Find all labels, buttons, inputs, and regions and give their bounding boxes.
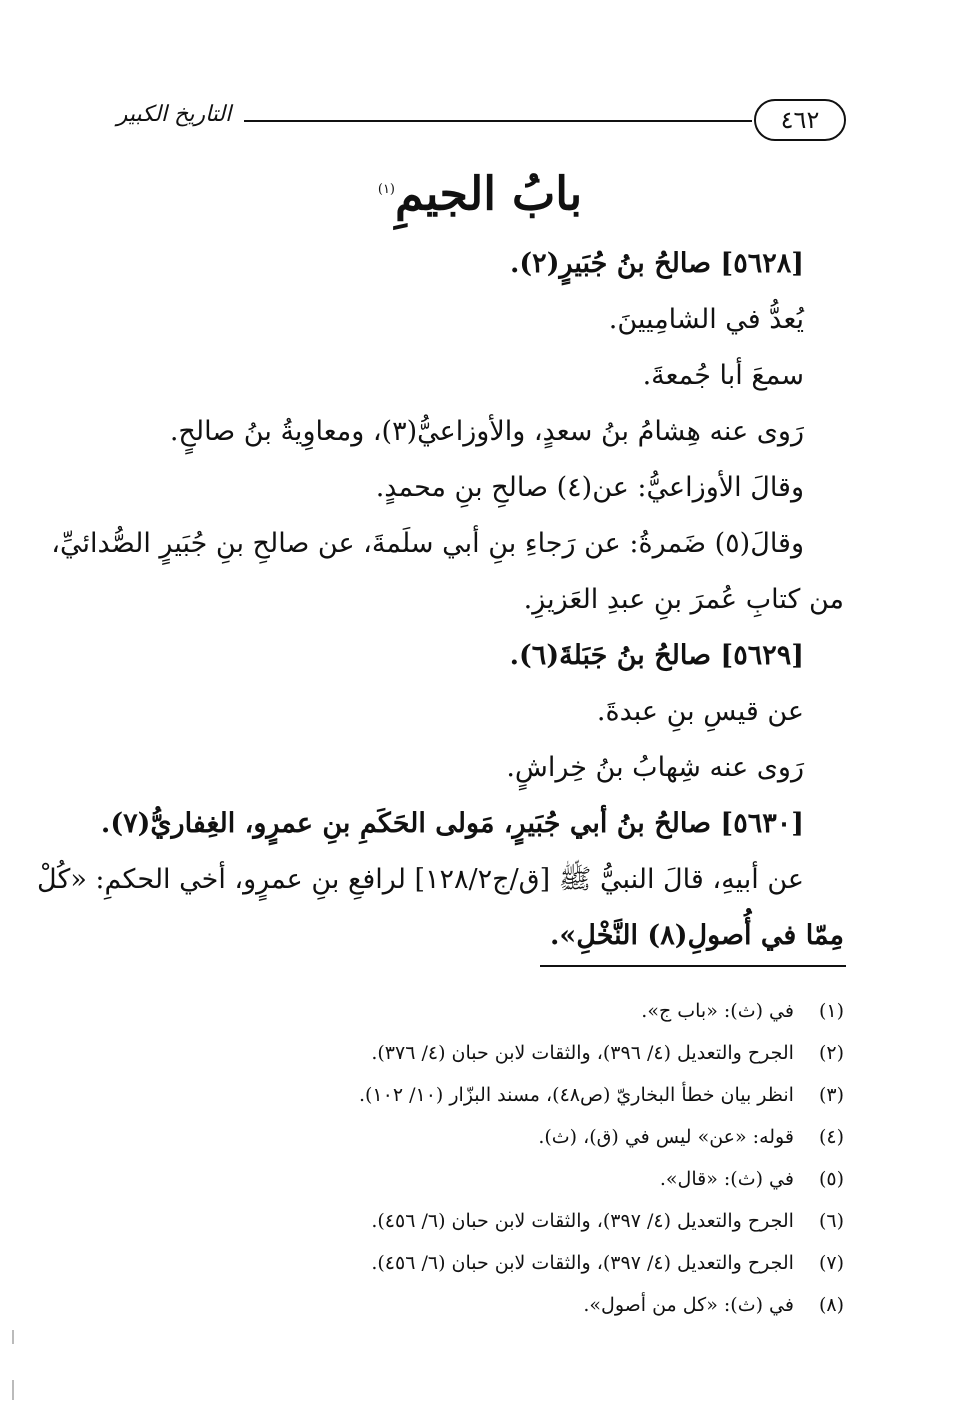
footnote-number: (١) [818, 1000, 844, 1022]
text-line: رَوى عنه هِشامُ بنُ سعدٍ، والأوزاعيُّ(٣)، ومعاوِيةُ بنُ صالحٍ. [169, 416, 804, 447]
chapter-heading [300, 160, 660, 223]
main-text [37, 236, 844, 964]
footnote [114, 1032, 844, 1074]
footnote-text: في (ث): «باب ج». [641, 1000, 794, 1022]
footnote [114, 1074, 844, 1116]
footnote-text: انظر بيان خطأ البخاريّ (ص٤٨)، مسند البزّار (١٠/ ١٠٢). [358, 1084, 794, 1106]
footnote-number: (٦) [818, 1210, 844, 1232]
chapter-note-ref: (١) [377, 182, 395, 197]
text-line: رَوى عنه شِهابُ بنُ خِراشٍ. [506, 752, 804, 783]
book-title-text: التاريخ الكبير [116, 102, 232, 127]
text-line: يُعدُّ في الشامِيينَ. [608, 304, 804, 335]
footnote [114, 1200, 844, 1242]
text-line: مِمّا في أُصولِ(٨) النَّخْلِ». [550, 920, 844, 951]
footnote-number: (٣) [818, 1084, 844, 1106]
text-line: وقالَ الأوزاعيُّ: عن(٤) صالحِ بنِ محمدٍ. [375, 472, 804, 503]
footnote-number: (٤) [818, 1126, 844, 1148]
chapter-title: بابُ الجيمِ [395, 166, 583, 221]
page-number: ٤٦٢ [754, 99, 846, 141]
footnote-text: الجرح والتعديل (٤/ ٣٩٧)، والثقات لابن حبان (٦/ ٤٥٦). [371, 1252, 794, 1274]
footnote [114, 1284, 844, 1326]
entry-heading: [٥٦٢٩] صالحُ بنُ جَبَلةَ(٦). [509, 640, 804, 671]
entry-heading: [٥٦٣٠] صالحُ بنُ أبي جُبَيرٍ، مَولى الحَكَمِ بنِ عمرٍو، الغِفاريُّ(٧). [100, 808, 804, 839]
footnote-text: الجرح والتعديل (٤/ ٣٩٦)، والثقات لابن حبان (٤/ ٣٧٦). [371, 1042, 794, 1064]
footnote [114, 1158, 844, 1200]
footnotes [114, 990, 844, 1326]
book-title [108, 96, 240, 144]
footnote-text: قوله: «عن» ليس في (ق)، (ث). [538, 1126, 794, 1148]
text-line: سمعَ أبا جُمعةَ. [642, 360, 804, 391]
header-rule [244, 120, 752, 122]
footnote-text: الجرح والتعديل (٤/ ٣٩٧)، والثقات لابن حبان (٦/ ٤٥٦). [371, 1210, 794, 1232]
footnote-number: (٨) [818, 1294, 844, 1316]
footnote-number: (٧) [818, 1252, 844, 1274]
footnote-text: في (ث): «كل من أصول». [583, 1294, 794, 1316]
footnote-number: (٢) [818, 1042, 844, 1064]
running-header [108, 96, 846, 146]
entry-heading: [٥٦٢٨] صالحُ بنُ جُبَيرٍ(٢). [509, 248, 804, 279]
footnote [114, 990, 844, 1032]
footnote [114, 1242, 844, 1284]
text-line: عن قيسِ بنِ عبدةَ. [596, 696, 804, 727]
footnote [114, 1116, 844, 1158]
footnote-text: في (ث): «قال». [659, 1168, 794, 1190]
scan-margin-mark [12, 1330, 14, 1344]
text-line: من كتابِ عُمرَ بنِ عبدِ العَزيزِ. [523, 584, 844, 615]
footnote-rule [540, 965, 846, 967]
scan-margin-mark [12, 1380, 14, 1400]
text-line: وقالَ(٥) ضَمرةُ: عن رَجاءِ بنِ أبي سلَمةَ، عن صالحِ بنِ جُبَيرٍ الصُّدائيِّ، [51, 528, 804, 559]
footnote-number: (٥) [818, 1168, 844, 1190]
text-line: عن أبيهِ، قالَ النبيُّ ﷺ [ق/ج١٢٨/٢] لرافعِ بنِ عمرٍو، أخي الحكمِ: «كُلْ [37, 864, 804, 895]
